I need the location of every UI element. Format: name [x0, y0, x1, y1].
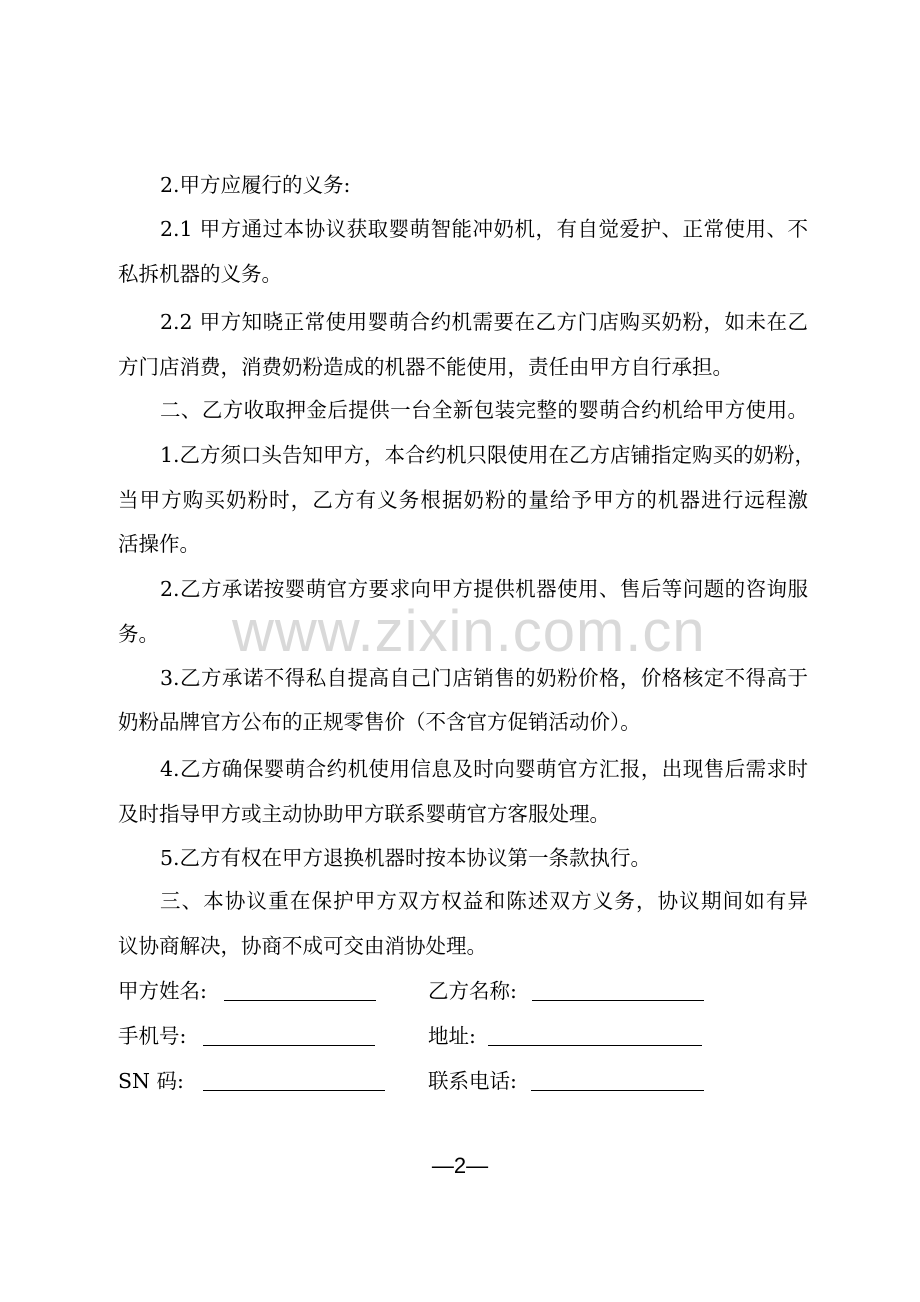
paragraph-line: 4.乙方确保婴萌合约机使用信息及时向婴萌官方汇报，出现售后需求时	[160, 757, 808, 781]
paragraph-line: 2.1 甲方通过本协议获取婴萌智能冲奶机，有自觉爱护、正常使用、不	[160, 217, 808, 241]
page-number: —2—	[431, 1153, 489, 1178]
paragraph-line: 二、乙方收取押金后提供一台全新包装完整的婴萌合约机给甲方使用。	[160, 398, 808, 422]
contact-phone-field[interactable]	[531, 1090, 704, 1091]
paragraph-line: 2.乙方承诺按婴萌官方要求向甲方提供机器使用、售后等问题的咨询服	[160, 577, 808, 601]
party-b-name-label: 乙方名称:	[428, 979, 517, 1003]
paragraph-line: 务。	[118, 622, 159, 646]
paragraph-line: 活操作。	[118, 532, 200, 556]
sn-code-field[interactable]	[203, 1090, 385, 1091]
address-label: 地址:	[428, 1024, 476, 1048]
paragraph-line: 当甲方购买奶粉时，乙方有义务根据奶粉的量给予甲方的机器进行远程激	[118, 488, 808, 512]
phone-field[interactable]	[203, 1045, 375, 1046]
paragraph-line: 5.乙方有权在甲方退换机器时按本协议第一条款执行。	[160, 846, 652, 870]
paragraph-line: 2.甲方应履行的义务:	[160, 173, 351, 197]
party-a-name-field[interactable]	[224, 1000, 376, 1001]
paragraph-line: 私拆机器的义务。	[118, 262, 282, 286]
paragraph-line: 三、本协议重在保护甲方双方权益和陈述双方义务，协议期间如有异	[160, 889, 808, 913]
paragraph-line: 3.乙方承诺不得私自提高自己门店销售的奶粉价格，价格核定不得高于	[160, 666, 808, 690]
paragraph-line: 1.乙方须口头告知甲方，本合约机只限使用在乙方店铺指定购买的奶粉，	[160, 443, 816, 467]
party-a-name-label: 甲方姓名:	[118, 979, 207, 1003]
watermark: www.zixin.com.cn	[232, 599, 706, 664]
paragraph-line: 奶粉品牌官方公布的正规零售价（不含官方促销活动价）。	[118, 710, 641, 734]
phone-label: 手机号:	[118, 1024, 187, 1048]
paragraph-line: 方门店消费，消费奶粉造成的机器不能使用，责任由甲方自行承担。	[118, 355, 733, 379]
contact-phone-label: 联系电话:	[428, 1069, 517, 1093]
party-b-name-field[interactable]	[532, 1000, 704, 1001]
sn-code-label: SN 码:	[118, 1069, 184, 1093]
address-field[interactable]	[488, 1045, 702, 1046]
paragraph-line: 2.2 甲方知晓正常使用婴萌合约机需要在乙方门店购买奶粉，如未在乙	[160, 310, 808, 334]
paragraph-line: 及时指导甲方或主动协助甲方联系婴萌官方客服处理。	[118, 802, 610, 826]
paragraph-line: 议协商解决，协商不成可交由消协处理。	[118, 934, 487, 958]
